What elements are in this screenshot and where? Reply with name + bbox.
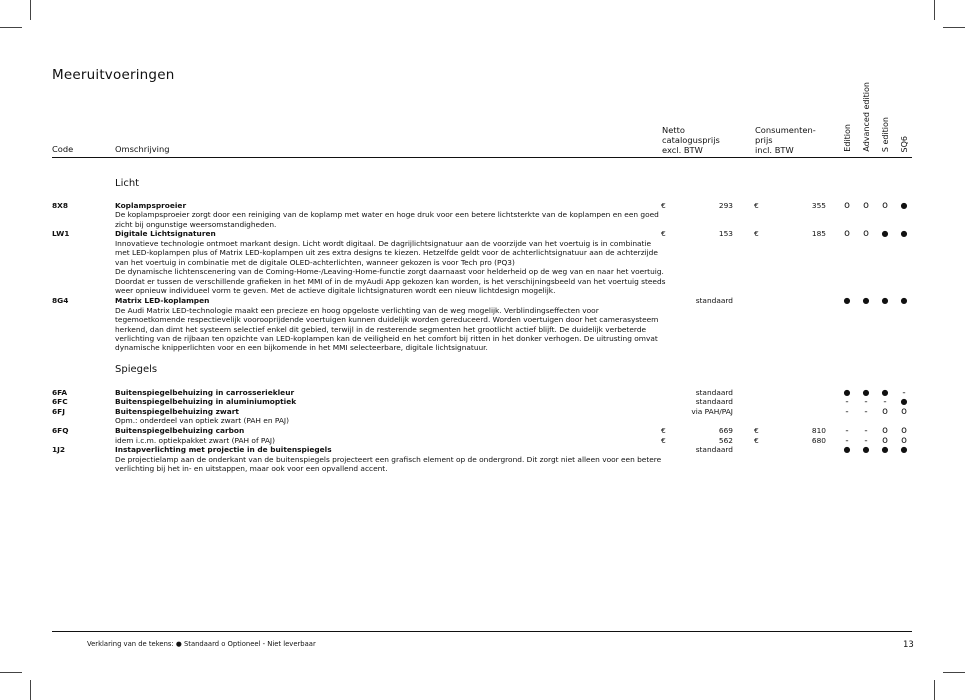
option-description: De koplampsproeier zorgt door een reiniging van de koplamp met water en hoge druk voor een betere lichtsterkte van de koplampen en een goed: [115, 210, 659, 219]
option-code: LW1: [52, 229, 70, 238]
net-price: standaard: [695, 445, 733, 454]
availability-not-available: -: [845, 426, 849, 436]
net-price: via PAH/PAJ: [691, 407, 733, 416]
euro-sign: €: [661, 436, 666, 445]
availability-optional: o: [882, 406, 888, 417]
consumer-price: 810: [811, 426, 826, 435]
euro-sign: €: [661, 426, 666, 435]
table-row: [0, 426, 965, 436]
option-description: Opm.: onderdeel van optiek zwart (PAH en PAJ): [115, 416, 289, 425]
euro-sign: €: [661, 201, 666, 210]
table-row: [0, 315, 965, 325]
net-price: 669: [718, 426, 733, 435]
consumer-price: 680: [811, 436, 826, 445]
crop-mark: [943, 27, 965, 28]
header-netto: [662, 125, 720, 155]
table-row: [0, 397, 965, 407]
option-description: De dynamische lichtenscenering van de Coming-Home-/Leaving-Home-functie zorgt daarnaast voor helderheid op de weg van en naar het voertuig.: [115, 267, 664, 276]
option-code: 6FQ: [52, 426, 69, 435]
availability-not-available: -: [845, 407, 849, 417]
euro-sign: €: [661, 229, 666, 238]
header-netto-line2: catalogusprijs: [662, 135, 720, 145]
table-row: [0, 296, 965, 306]
availability-not-available: -: [864, 436, 868, 446]
option-name: Buitenspiegelbehuizing carbon: [115, 426, 245, 435]
availability-not-available: -: [902, 388, 906, 398]
section-title-licht: Licht: [115, 178, 140, 189]
table-row: [0, 343, 965, 353]
availability-standard: ●: [900, 229, 908, 238]
availability-not-available: -: [864, 426, 868, 436]
euro-sign: €: [754, 229, 759, 238]
option-code: 6FJ: [52, 407, 65, 416]
euro-sign: €: [754, 201, 759, 210]
option-name: Matrix LED-koplampen: [115, 296, 210, 305]
availability-standard: ●: [862, 296, 870, 305]
header-omschrijving: Omschrijving: [115, 144, 170, 154]
availability-optional: o: [901, 406, 907, 417]
availability-optional: o: [882, 435, 888, 446]
header-consumentenprijs: [755, 125, 816, 155]
option-code: 1J2: [52, 445, 66, 454]
option-description: herkend, dan dimt het systeem selectief enkel dit gebied, terwijl in de resterende segmenten het grootlicht actief blijft. De duidelijk verbeterde: [115, 325, 647, 334]
option-name: Buitenspiegelbehuizing in carrosseriekleur: [115, 388, 295, 397]
availability-standard: ●: [881, 445, 889, 454]
availability-optional: o: [863, 228, 869, 239]
page-number: 13: [903, 640, 914, 650]
crop-mark: [934, 0, 935, 20]
option-description: zicht bij ongunstige weersomstandigheden.: [115, 220, 277, 229]
table-row: [0, 229, 965, 239]
table-row: [0, 416, 965, 426]
header-consument-line3: incl. BTW: [755, 145, 794, 155]
header-code: Code: [52, 144, 74, 154]
crop-mark: [0, 27, 22, 28]
option-name: Buitenspiegelbehuizing in aluminiumoptiek: [115, 397, 297, 406]
availability-not-available: -: [864, 397, 868, 407]
option-description: van het voertuig in combinatie met de digitale OLED-achterlichten, wanneer gekozen is voor Tech pro (PQ3): [115, 258, 515, 267]
header-netto-line3: excl. BTW: [662, 145, 703, 155]
table-row: [0, 445, 965, 455]
crop-mark: [30, 0, 31, 20]
availability-standard: ●: [843, 296, 851, 305]
option-description: idem i.c.m. optiekpakket zwart (PAH of PAJ): [115, 436, 275, 445]
option-description: tegemoetkomende respectievelijk voorooprijdende voertuigen kunnen duidelijk worden gereduceerd. Worden voertuigen door het camerasysteem: [115, 315, 659, 324]
header-sq6: SQ6: [900, 135, 909, 152]
option-name: Koplampsproeier: [115, 201, 187, 210]
crop-mark: [934, 680, 935, 700]
table-row: [0, 248, 965, 258]
footer-divider: [52, 631, 912, 632]
option-description: Innovatieve technologie ontmoet markant design. Licht wordt digitaal. De dagrijlichtsignatuur aan de voorzijde van het voertuig is in combinatie: [115, 239, 652, 248]
consumer-price: 355: [811, 201, 826, 210]
option-name: Buitenspiegelbehuizing zwart: [115, 407, 239, 416]
header-advanced-edition: Advanced edition: [862, 82, 871, 152]
option-description: dynamische knipperlichten voor en een bijkomende in het MMI selecteerbare, digitale lichtsignatuur.: [115, 343, 488, 352]
availability-optional: o: [844, 200, 850, 211]
availability-standard: ●: [900, 445, 908, 454]
crop-mark: [943, 672, 965, 673]
availability-standard: ●: [900, 397, 908, 406]
crop-mark: [0, 672, 22, 673]
availability-not-available: -: [883, 397, 887, 407]
availability-standard: ●: [843, 388, 851, 397]
availability-optional: o: [882, 425, 888, 436]
header-s-edition: S edition: [881, 116, 890, 152]
availability-standard: ●: [900, 296, 908, 305]
net-price: 562: [718, 436, 733, 445]
availability-standard: ●: [862, 388, 870, 397]
header-consument-line1: Consumenten-: [755, 125, 816, 135]
crop-mark: [30, 680, 31, 700]
table-row: [0, 286, 965, 296]
header-consument-line2: prijs: [755, 135, 773, 145]
availability-standard: ●: [881, 229, 889, 238]
table-row: [0, 210, 965, 220]
table-row: [0, 464, 965, 474]
availability-optional: o: [882, 200, 888, 211]
section-title-spiegels: Spiegels: [115, 364, 158, 375]
net-price: standaard: [695, 296, 733, 305]
availability-optional: o: [863, 200, 869, 211]
net-price: standaard: [695, 388, 733, 397]
availability-not-available: -: [845, 436, 849, 446]
header-netto-line1: Netto: [662, 125, 685, 135]
option-description: De Audi Matrix LED-technologie maakt een precieze en hoog opgeloste verlichting van de weg mogelijk. Verblindingseffecten voor: [115, 306, 599, 315]
option-code: 6FC: [52, 397, 68, 406]
option-code: 8X8: [52, 201, 68, 210]
legend: Verklaring van de tekens: ● Standaard o Optioneel - Niet leverbaar: [87, 640, 316, 648]
net-price: 153: [718, 229, 733, 238]
option-description: verlichting van de rijbaan ten opzichte van LED-koplampen kan de veiligheid en het comfort bij ritten in het donker verhogen. De uitrusting omvat: [115, 334, 658, 343]
availability-standard: ●: [900, 201, 908, 210]
option-code: 8G4: [52, 296, 69, 305]
page-title: Meeruitvoeringen: [52, 67, 175, 83]
option-description: Doordat er tussen de verschillende grafieken in het MMI of in de myAudi App gekozen kan worden, is het verschijningsbeeld van het voertuig steeds: [115, 277, 666, 286]
option-code: 6FA: [52, 388, 68, 397]
euro-sign: €: [754, 436, 759, 445]
option-description: weer opnieuw individueel vorm te geven. Met de actieve digitale lichtsignaturen wordt een nieuw lichtdesign mogelijk.: [115, 286, 556, 295]
header-divider: [52, 157, 912, 158]
availability-not-available: -: [845, 397, 849, 407]
consumer-price: 185: [811, 229, 826, 238]
availability-standard: ●: [843, 445, 851, 454]
availability-not-available: -: [864, 407, 868, 417]
availability-standard: ●: [881, 388, 889, 397]
euro-sign: €: [754, 426, 759, 435]
table-row: [0, 267, 965, 277]
option-description: De projectielamp aan de onderkant van de buitenspiegels projecteert een grafisch element op de ondergrond. Dit zorgt niet alleen voor een betere: [115, 455, 662, 464]
availability-standard: ●: [881, 296, 889, 305]
option-description: met LED-koplampen plus of Matrix LED-koplampen uit zes extra designs te kiezen. Hetzelfde geldt voor de achterlichtsignatuur aan de achterzijde: [115, 248, 658, 257]
option-name: Instapverlichting met projectie in de buitenspiegels: [115, 445, 332, 454]
availability-optional: o: [901, 425, 907, 436]
net-price: 293: [718, 201, 733, 210]
header-edition: Edition: [843, 124, 852, 152]
availability-standard: ●: [862, 445, 870, 454]
net-price: standaard: [695, 397, 733, 406]
availability-optional: o: [844, 228, 850, 239]
option-description: verlichting bij het in- en uitstappen, maar ook voor een opvallend accent.: [115, 464, 388, 473]
option-name: Digitale Lichtsignaturen: [115, 229, 216, 238]
availability-optional: o: [901, 435, 907, 446]
